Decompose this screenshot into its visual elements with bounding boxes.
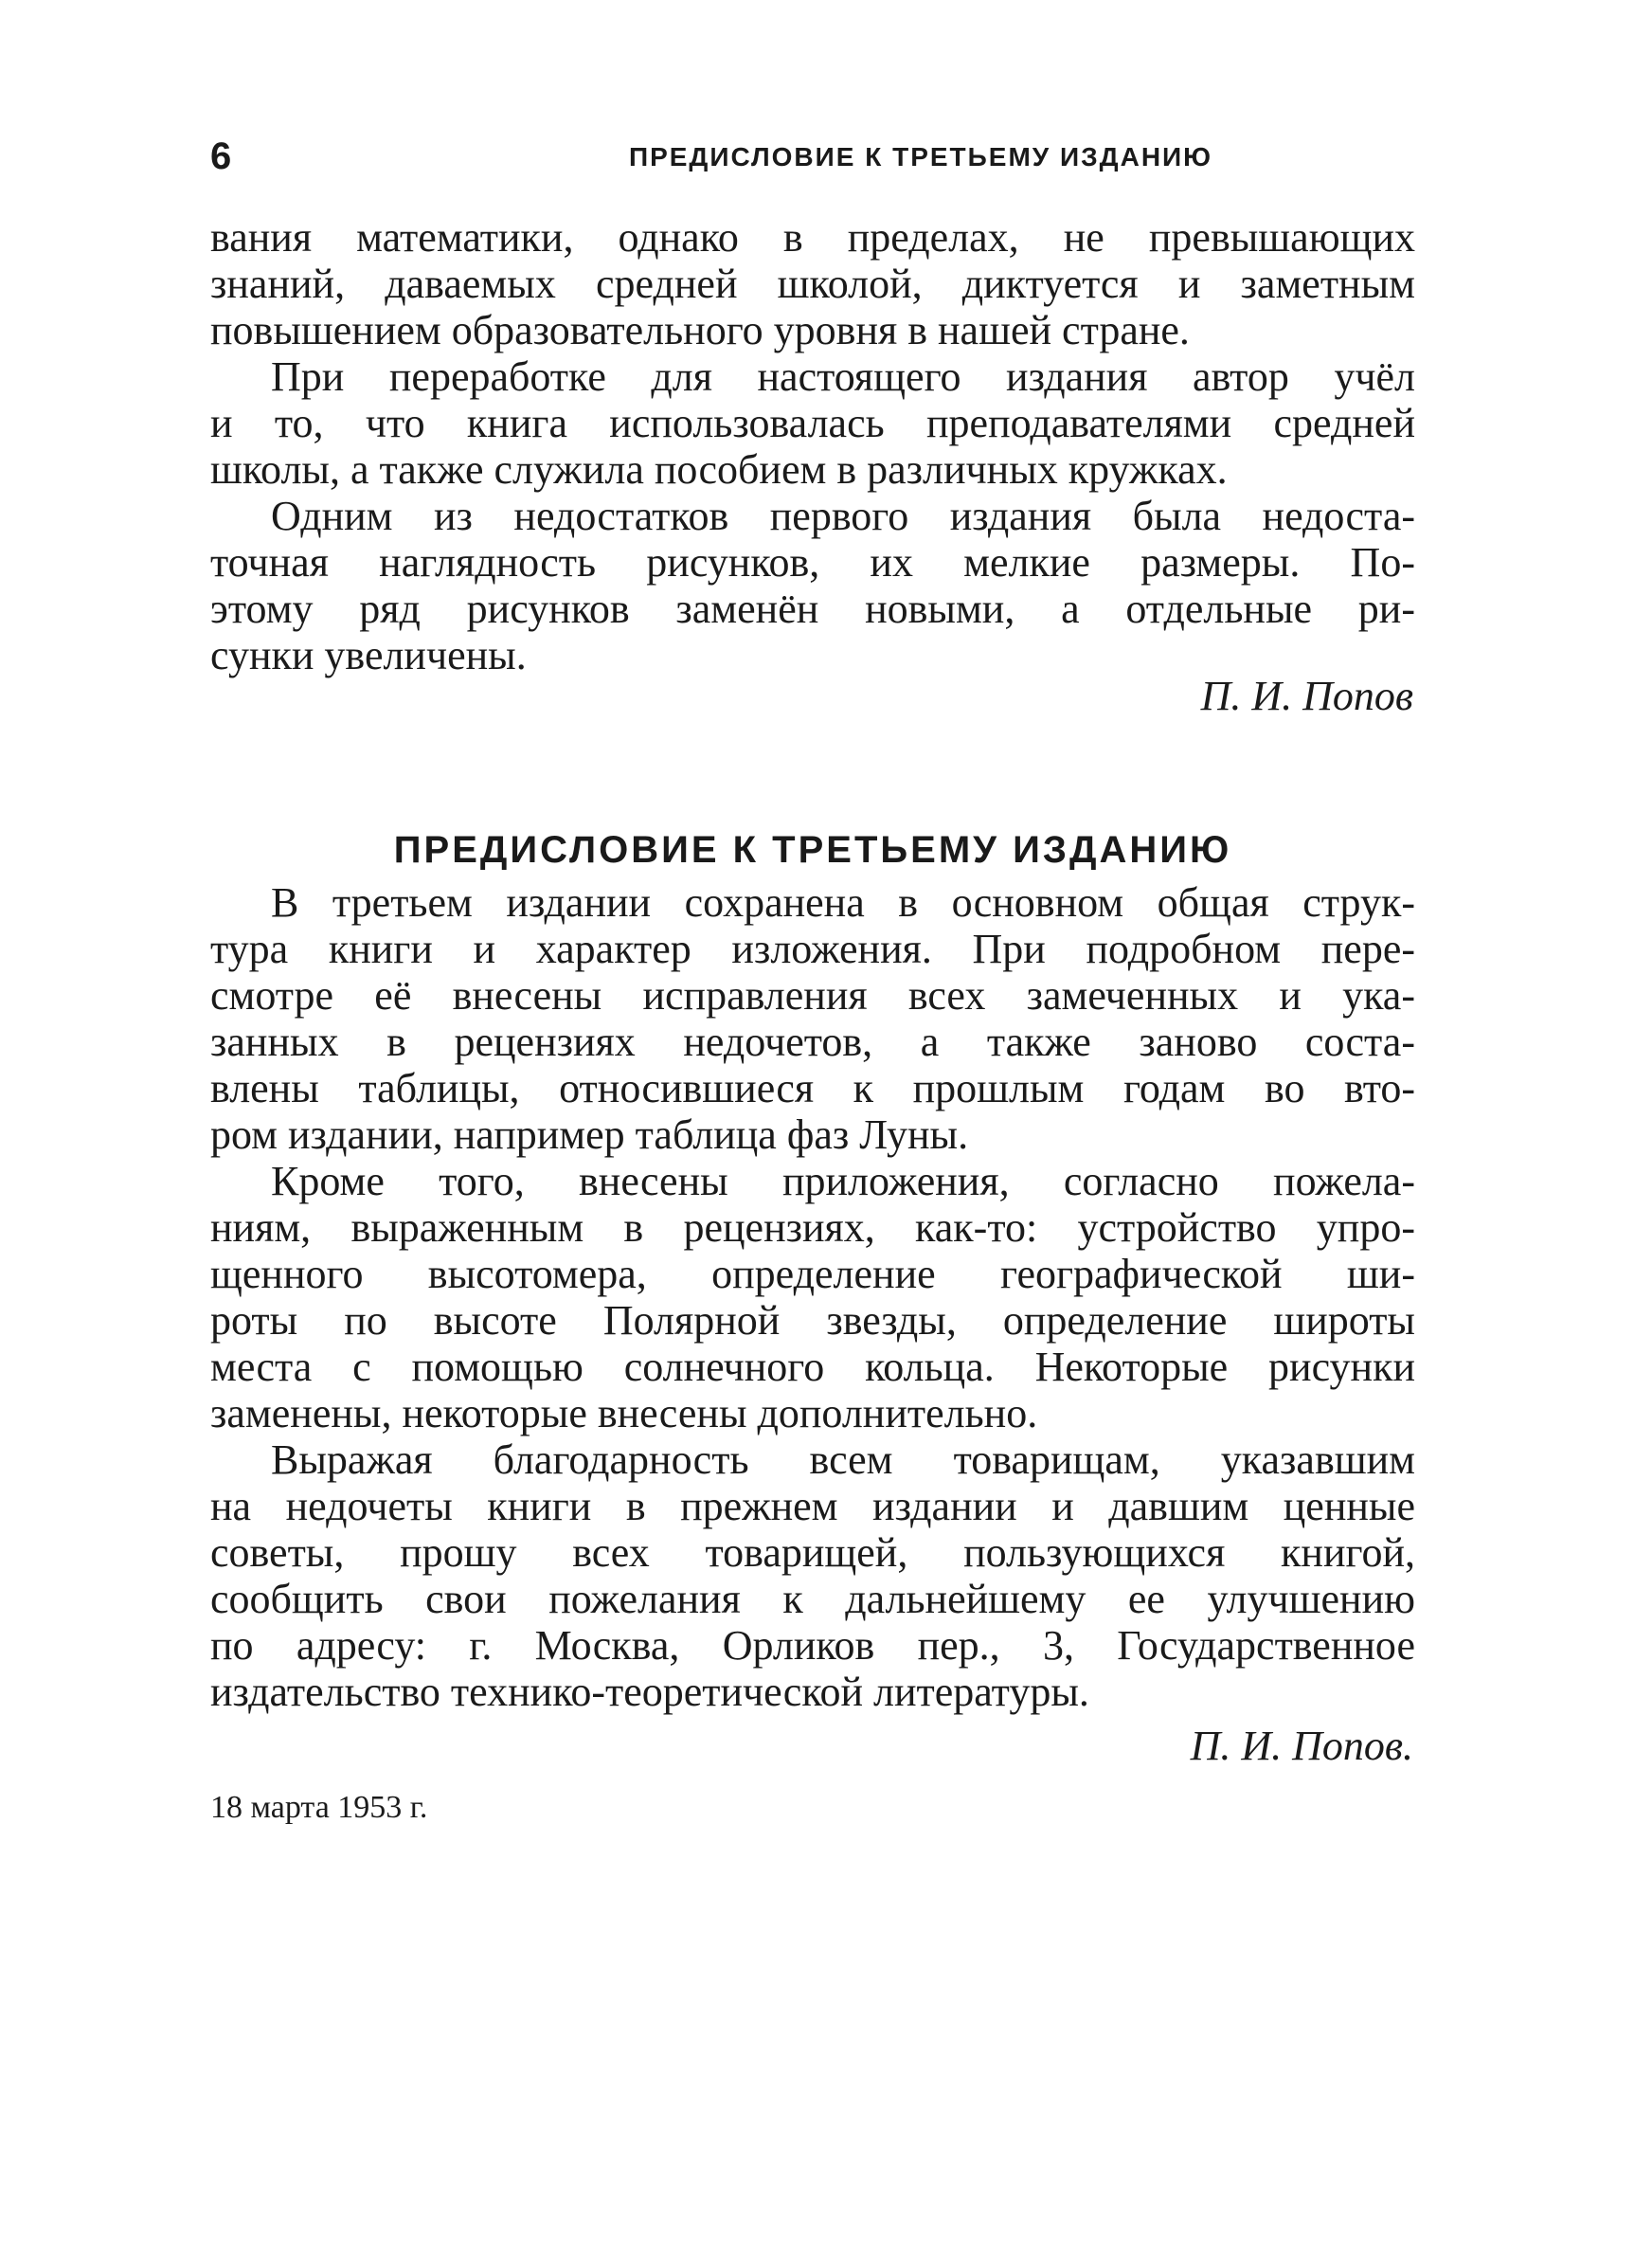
- text-line: Выражая благодарность всем товарищам, указавшим: [271, 1436, 1415, 1483]
- text-line: этому ряд рисунков заменён новыми, а отдельные ри-: [210, 586, 1415, 632]
- text-line: влены таблицы, относившиеся к прошлым годам во вто-: [210, 1065, 1415, 1111]
- third-edition-preface: [210, 879, 1415, 1715]
- text-line: Одним из недостатков первого издания была недоста-: [271, 493, 1415, 539]
- text-line: ром издании, например таблица фаз Луны.: [210, 1111, 969, 1158]
- author-signature: П. И. Попов: [1200, 673, 1413, 719]
- section-heading: ПРЕДИСЛОВИЕ К ТРЕТЬЕМУ ИЗДАНИЮ: [393, 829, 1232, 872]
- preface-date: 18 марта 1953 г.: [210, 1790, 428, 1825]
- text-line: роты по высоте Полярной звезды, определение широты: [210, 1297, 1415, 1344]
- author-signature-final: П. И. Попов.: [1190, 1723, 1413, 1769]
- text-line: сообщить свои пожелания к дальнейшему ее улучшению: [210, 1576, 1415, 1622]
- text-line: издательство технико-теоретической литературы.: [210, 1669, 1089, 1715]
- text-line: сунки увеличены.: [210, 632, 527, 678]
- text-line: вания математики, однако в пределах, не превышающих: [210, 214, 1415, 261]
- text-line: смотре её внесены исправления всех замеченных и ука-: [210, 972, 1415, 1019]
- running-head: ПРЕДИСЛОВИЕ К ТРЕТЬЕМУ ИЗДАНИЮ: [628, 142, 1213, 172]
- text-line: При переработке для настоящего издания автор учёл: [271, 353, 1415, 400]
- text-line: занных в рецензиях недочетов, а также заново соста-: [210, 1019, 1415, 1065]
- paragraph: [210, 493, 1415, 678]
- paragraph: [210, 353, 1415, 493]
- text-line: и то, что книга использовалась преподавателями средней: [210, 400, 1415, 446]
- text-line: заменены, некоторые внесены дополнительно.: [210, 1390, 1038, 1436]
- paragraph: [210, 214, 1415, 353]
- page-number: 6: [210, 135, 232, 177]
- text-line: на недочеты книги в прежнем издании и давшим ценные: [210, 1483, 1415, 1529]
- text-line: по адресу: г. Москва, Орликов пер., 3, Государственное: [210, 1622, 1415, 1669]
- text-line: тура книги и характер изложения. При подробном пере-: [210, 926, 1415, 972]
- text-line: В третьем издании сохранена в основном общая струк-: [271, 879, 1415, 926]
- text-line: ниям, выраженным в рецензиях, как-то: устройство упро-: [210, 1204, 1415, 1251]
- text-line: советы, прошу всех товарищей, пользующихся книгой,: [210, 1529, 1415, 1576]
- text-line: школы, а также служила пособием в различных кружках.: [210, 446, 1228, 493]
- text-line: места с помощью солнечного кольца. Некоторые рисунки: [210, 1344, 1415, 1390]
- text-line: Кроме того, внесены приложения, согласно пожела-: [271, 1158, 1415, 1204]
- paragraph: [210, 879, 1415, 1158]
- text-line: повышением образовательного уровня в нашей стране.: [210, 307, 1190, 353]
- text-line: щенного высотомера, определение географической ши-: [210, 1251, 1415, 1297]
- text-line: точная наглядность рисунков, их мелкие размеры. По-: [210, 539, 1415, 586]
- paragraph: [210, 1436, 1415, 1715]
- paragraph: [210, 1158, 1415, 1436]
- page-header: [210, 133, 1413, 190]
- text-line: знаний, даваемых средней школой, диктуется и заметным: [210, 261, 1415, 307]
- previous-preface-continuation: [210, 214, 1415, 678]
